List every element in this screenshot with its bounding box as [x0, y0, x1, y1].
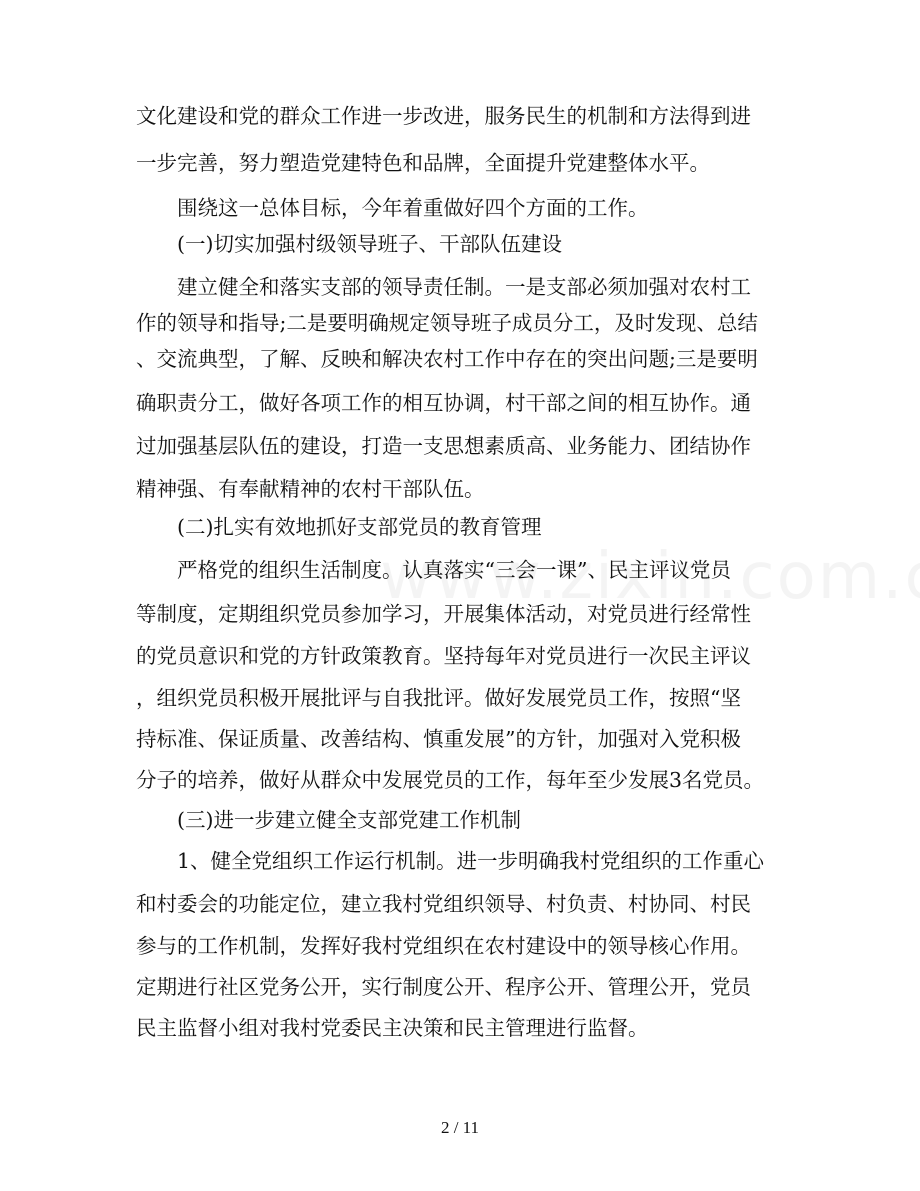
body-line-19: 1、健全党组织工作运行机制。进一步明确我村党组织的工作重心 [177, 849, 765, 873]
section-heading-3: (三)进一步建立健全支部党建工作机制 [177, 808, 521, 832]
body-line-14: 的党员意识和党的方针政策教育。坚持每年对党员进行一次民主评议 [136, 644, 751, 668]
body-line-3: 围绕这一总体目标，今年着重做好四个方面的工作。 [177, 196, 649, 220]
body-line-7: 、交流典型，了解、反映和解决农村工作中存在的突出问题;三是要明 [136, 347, 758, 371]
page-number: 2 / 11 [440, 1118, 480, 1137]
body-line-5: 建立健全和落实支部的领导责任制。一是支部必须加强对农村工 [177, 275, 751, 299]
body-line-17: 分子的培养，做好从群众中发展党员的工作，每年至少发展3名党员。 [136, 768, 765, 792]
body-line-16: 持标准、保证质量、改善结构、慎重发展”的方针，加强对入党积极 [136, 727, 741, 751]
body-line-23: 民主监督小组对我村党委民主决策和民主管理进行监督。 [136, 1016, 649, 1040]
section-heading-2: (二)扎实有效地抓好支部党员的教育管理 [177, 515, 542, 539]
body-line-10: 精神强、有奉献精神的农村干部队伍。 [136, 477, 485, 501]
body-line-8: 确职责分工，做好各项工作的相互协调，村干部之间的相互协作。通 [136, 391, 751, 415]
section-heading-1: (一)切实加强村级领导班子、干部队伍建设 [177, 232, 562, 256]
body-line-9: 过加强基层队伍的建设，打造一支思想素质高、业务能力、团结协作 [136, 434, 751, 458]
body-line-12: 严格党的组织生活制度。认真落实“三会一课”、民主评议党员 [177, 558, 731, 582]
body-line-22: 定期进行社区党务公开，实行制度公开、程序公开、管理公开，党员 [136, 975, 751, 999]
body-line-2: 一步完善，努力塑造党建特色和品牌，全面提升党建整体水平。 [136, 151, 710, 175]
body-line-15: ，组织党员积极开展批评与自我批评。做好发展党员工作，按照“坚 [136, 686, 741, 710]
body-line-20: 和村委会的功能定位，建立我村党组织领导、村负责、村协同、村民 [136, 892, 751, 916]
body-line-1: 文化建设和党的群众工作进一步改进，服务民生的机制和方法得到进 [136, 104, 751, 128]
body-line-21: 参与的工作机制，发挥好我村党组织在农村建设中的领导核心作用。 [136, 934, 751, 958]
body-line-6: 作的领导和指导;二是要明确规定领导班子成员分工，及时发现、总结 [136, 311, 758, 335]
body-line-13: 等制度，定期组织党员参加学习，开展集体活动，对党员进行经常性 [136, 602, 751, 626]
